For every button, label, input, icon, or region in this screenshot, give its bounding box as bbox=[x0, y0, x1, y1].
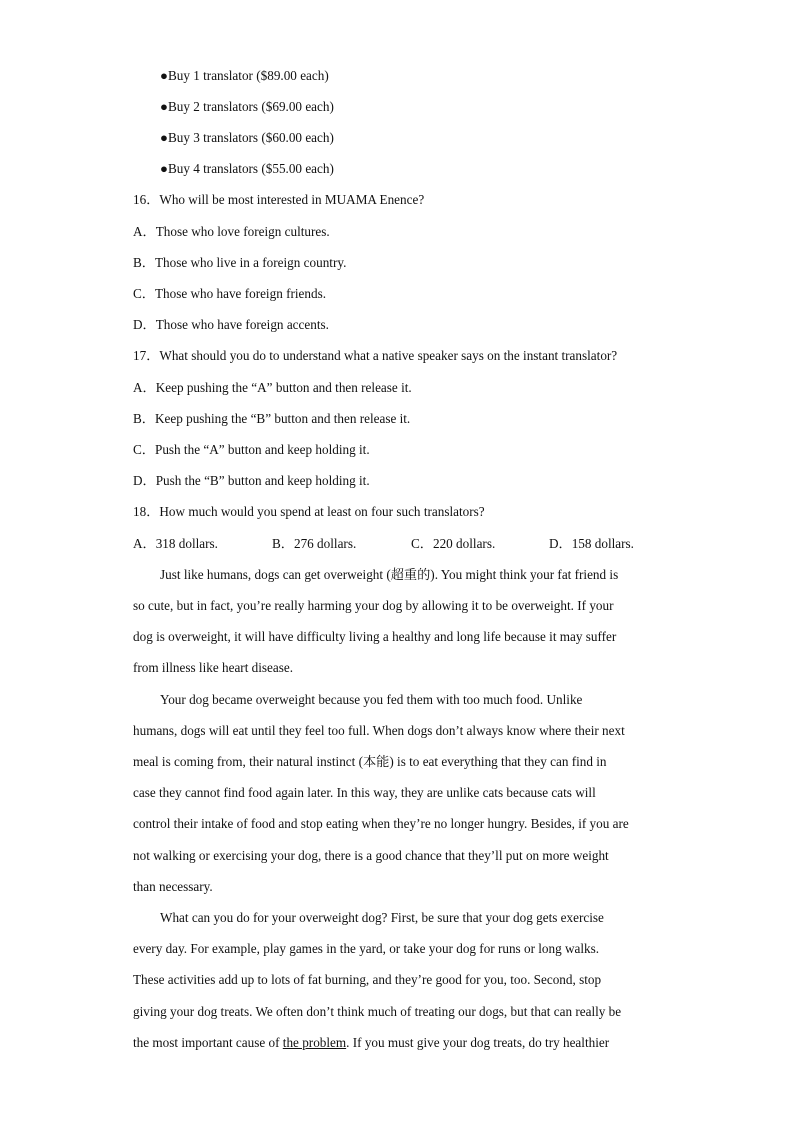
passage-text: the most important cause of bbox=[133, 1035, 283, 1050]
passage-text: . If you must give your dog treats, do try healthier bbox=[346, 1035, 610, 1050]
passage-line: meal is coming from, their natural instinct (本能) is to eat everything that they can find in bbox=[133, 754, 607, 769]
price-list-item: ●Buy 2 translators ($69.00 each) bbox=[160, 99, 334, 114]
passage-line: Your dog became overweight because you fed them with too much food. Unlike bbox=[160, 692, 583, 707]
question-17-option-d: D．Push the “B” button and keep holding it. bbox=[133, 473, 370, 488]
underlined-phrase: the problem bbox=[282, 1035, 347, 1050]
question-17-stem: 17．What should you do to understand what a native speaker says on the instant translator? bbox=[133, 348, 618, 363]
passage-line: so cute, but in fact, you’re really harming your dog by allowing it to be overweight. If your bbox=[133, 598, 614, 613]
question-18-option-d: D．158 dollars. bbox=[549, 536, 634, 551]
passage-line: giving your dog treats. We often don’t think much of treating our dogs, but that can really be bbox=[133, 1004, 622, 1019]
question-18-option-b: B．276 dollars. bbox=[272, 536, 357, 551]
question-17-option-b: B．Keep pushing the “B” button and then release it. bbox=[133, 411, 411, 426]
question-16-stem: 16．Who will be most interested in MUAMA Enence? bbox=[133, 192, 425, 207]
passage-line: These activities add up to lots of fat burning, and they’re good for you, too. Second, stop bbox=[133, 972, 602, 987]
passage-line: humans, dogs will eat until they feel too full. When dogs don’t always know where their next bbox=[133, 723, 625, 738]
price-list-item: ●Buy 1 translator ($89.00 each) bbox=[160, 68, 329, 83]
question-18-option-a: A．318 dollars. bbox=[133, 536, 218, 551]
passage-line: not walking or exercising your dog, there is a good chance that they’ll put on more weight bbox=[133, 848, 609, 863]
question-17-option-c: C．Push the “A” button and keep holding it. bbox=[133, 442, 370, 457]
price-list-item: ●Buy 3 translators ($60.00 each) bbox=[160, 130, 334, 145]
passage-line bbox=[133, 1035, 609, 1051]
passage-line: What can you do for your overweight dog? First, be sure that your dog gets exercise bbox=[160, 910, 604, 925]
question-18-stem: 18．How much would you spend at least on four such translators? bbox=[133, 504, 485, 519]
question-16-option-a: A．Those who love foreign cultures. bbox=[133, 224, 330, 239]
passage-line: case they cannot find food again later. In this way, they are unlike cats because cats will bbox=[133, 785, 596, 800]
passage-line: every day. For example, play games in the yard, or take your dog for runs or long walks. bbox=[133, 941, 600, 956]
passage-line: control their intake of food and stop eating when they’re no longer hungry. Besides, if you are bbox=[133, 816, 629, 831]
question-16-option-c: C．Those who have foreign friends. bbox=[133, 286, 327, 301]
passage-line: dog is overweight, it will have difficulty living a healthy and long life because it may suffer bbox=[133, 629, 617, 644]
passage-line: Just like humans, dogs can get overweight (超重的). You might think your fat friend is bbox=[160, 567, 619, 582]
question-16-option-d: D．Those who have foreign accents. bbox=[133, 317, 329, 332]
question-16-option-b: B．Those who live in a foreign country. bbox=[133, 255, 347, 270]
question-18-option-c: C．220 dollars. bbox=[411, 536, 496, 551]
price-list-item: ●Buy 4 translators ($55.00 each) bbox=[160, 161, 334, 176]
passage-line: than necessary. bbox=[133, 879, 213, 894]
question-17-option-a: A．Keep pushing the “A” button and then release it. bbox=[133, 380, 412, 395]
passage-line: from illness like heart disease. bbox=[133, 660, 294, 675]
